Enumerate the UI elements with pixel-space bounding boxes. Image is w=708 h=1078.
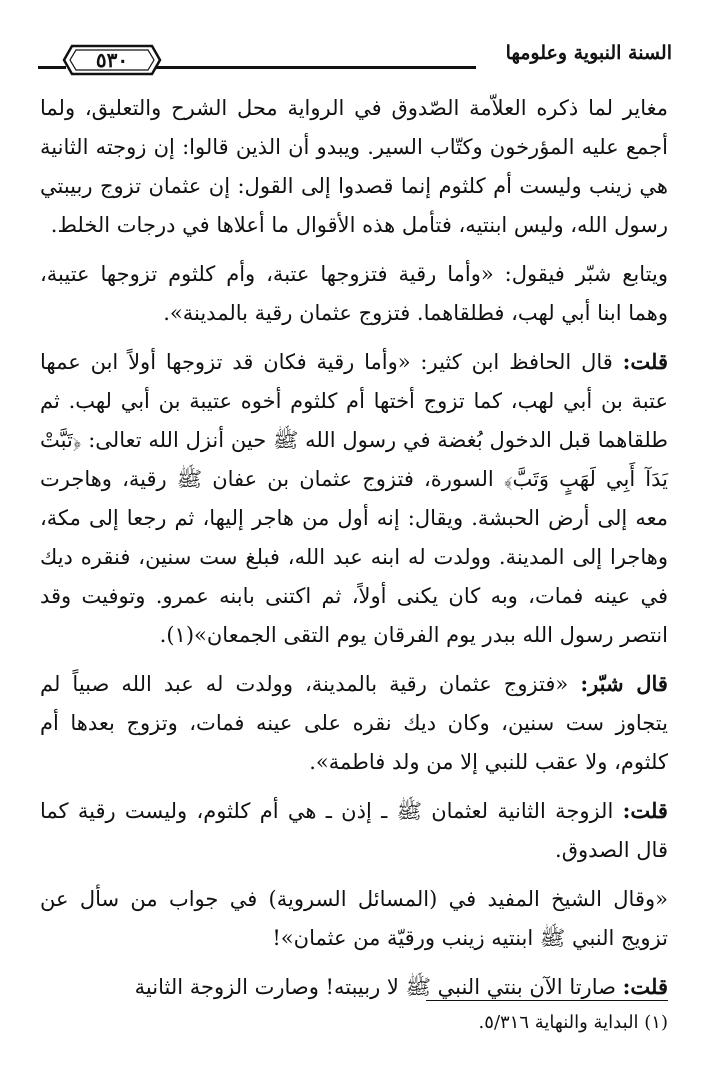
paragraph-text: مغاير لما ذكره العلاّمة الصّدوق في الرواية محل الشرح والتعليق، ولما أجمع عليه المؤرخون وكتّاب السير. ويبدو أن الذين قالوا: إن زوجته الثانية هي زينب وليست أم كلثوم إنما قصدوا إلى القول: إن عثمان تزوج ربيبتي رسول الله، وليس ابنتيه، فتأمل هذه الأقوال ما أعلاها في درجات الخلط.	[40, 96, 668, 237]
paragraph-text: صارتا الآن بنتي النبي ﷺ لا ربيبته! وصارت الزوجة الثانية	[134, 975, 616, 999]
paragraph-lead: قلت:	[622, 349, 668, 374]
page-header	[38, 34, 672, 84]
paragraph-text: «وقال الشيخ المفيد في (المسائل السروية) في جواب من سأل عن تزويج النبي ﷺ ابنتيه زينب ورقيّة من عثمان»!	[40, 887, 668, 950]
footnote-rule	[426, 1000, 668, 1001]
running-title: السنة النبوية وعلومها	[505, 42, 672, 64]
header-rule	[156, 66, 476, 69]
footnote: (١) البداية والنهاية ٥/٣١٦.	[478, 1012, 668, 1033]
paragraph-3	[40, 342, 668, 655]
paragraph-4	[40, 664, 668, 782]
paragraph-lead: قال شبّر:	[580, 671, 668, 696]
paragraph-2	[40, 254, 668, 333]
paragraph-7	[40, 967, 668, 1007]
page-number: ٥٣٠	[95, 48, 129, 72]
paragraph-lead: قلت:	[622, 974, 668, 999]
paragraph-text: قال الحافظ ابن كثير: «وأما رقية فكان قد تزوجها أولاً ابن عمها عتبة بن أبي لهب، كما تزوج أختها أم كلثوم أخوه عتيبة بن أبي لهب. ثم طلقاهما قبل الدخول بُغضة في رسول الله ﷺ حين أنزل الله تعالى: ﴿تَبَّتْ يَدَآ أَبِي لَهَبٍ وَتَبَّ﴾ السورة، فتزوج عثمان بن عفان ﷺ رقية، وهاجرت معه إلى أرض الحبشة. ويقال: إنه أول من هاجر إليها، ثم رجعا إلى مكة، وهاجرا إلى المدينة. وولدت له ابنه عبد الله، فبلغ ست سنين، فنقره ديك في عينه فمات، وبه كان يكنى أولاً، ثم اكتنى بابنه عمرو. وتوفيت وقد انتصر رسول الله ببدر يوم الفرقان يوم التقى الجمعان»(١).	[40, 350, 668, 647]
paragraph-5	[40, 791, 668, 870]
paragraph-text: الزوجة الثانية لعثمان ﷺ ـ إذن ـ هي أم كلثوم، وليست رقية كما قال الصدوق.	[40, 799, 668, 862]
paragraph-6	[40, 879, 668, 958]
paragraph-1	[40, 88, 668, 245]
paragraph-text: ويتابع شبّر فيقول: «وأما رقية فتزوجها عتبة، وأم كلثوم تزوجها عتيبة، وهما ابنا أبي لهب، فطلقاهما. فتزوج عثمان رقية بالمدينة».	[40, 262, 668, 325]
paragraph-lead: قلت:	[622, 798, 668, 823]
page-number-frame	[62, 42, 162, 78]
page-body	[40, 88, 668, 1016]
paragraph-text: «فتزوج عثمان رقية بالمدينة، وولدت له عبد الله صبياً لم يتجاوز ست سنين، وكان ديك نقره على عينه فمات، وتزوج بعدها أم كلثوم، ولا عقب للنبي إلا من ولد فاطمة».	[40, 672, 668, 774]
